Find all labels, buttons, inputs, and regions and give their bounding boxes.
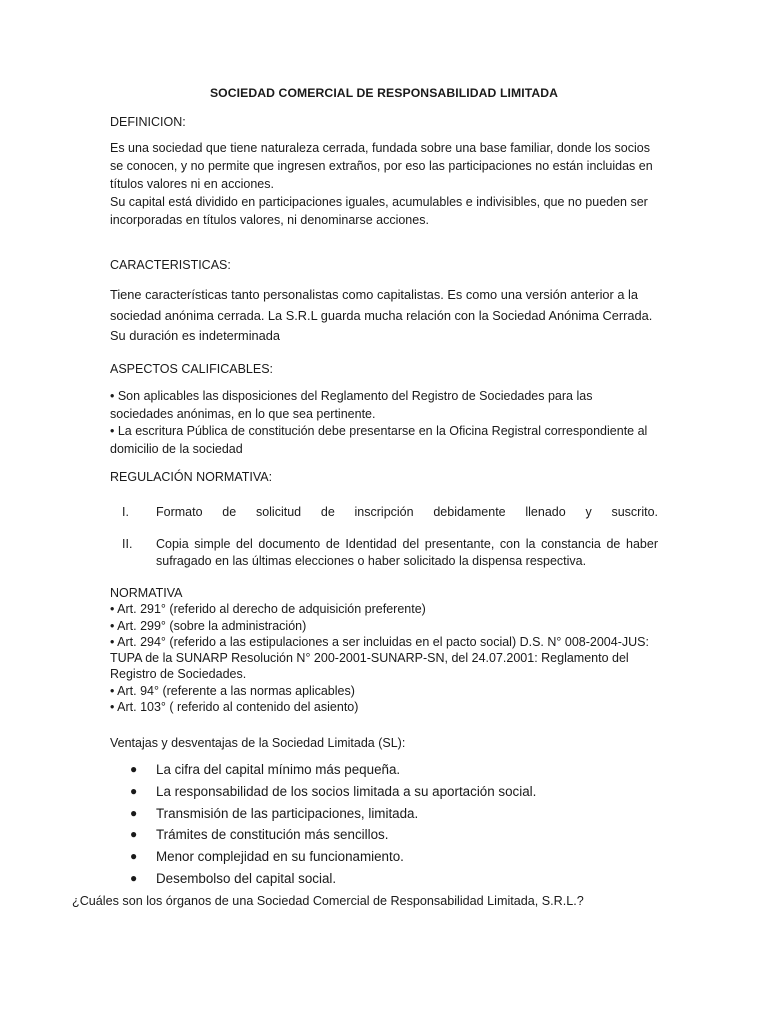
bullet-icon: ●	[130, 783, 138, 798]
normativa-heading: NORMATIVA	[110, 586, 183, 600]
list-item	[110, 824, 658, 846]
aspectos-item-1: • Son aplicables las disposiciones del Reglamento del Registro de Sociedades para las sociedades anónimas, en lo que sea pertinente.	[110, 389, 593, 421]
bullet-icon: ●	[130, 870, 138, 885]
list-item-text: La responsabilidad de los socios limitada a su aportación social.	[156, 783, 537, 799]
normativa-line-2: • Art. 299° (sobre la administración)	[110, 618, 307, 633]
regulacion-item-2-text: Copia simple del documento de Identidad del presentante, con la constancia de haber sufragado en las últimas elecciones o haber solicitado la dispensa respectiva.	[156, 537, 658, 568]
organos-question: ¿Cuáles son los órganos de una Sociedad Comercial de Responsabilidad Limitada, S.R.L.?	[72, 894, 584, 908]
definicion-paragraph-1: Es una sociedad que tiene naturaleza cerrada, fundada sobre una base familiar, donde los socios se conocen, y no permite que ingresen extraños, por eso las participaciones no están incluidas en títulos valores ni en acciones.	[110, 141, 653, 191]
bullet-icon: ●	[130, 762, 138, 776]
regulacion-item-1-number: I.	[122, 505, 129, 519]
bullet-icon: ●	[130, 827, 138, 842]
caracteristicas-text: Tiene características tanto personalistas como capitalistas. Es como una versión anterior a la sociedad anónima cerrada. La S.R.L guarda mucha relación con la Sociedad Anónima Cerrada. Su duración es indeterminada	[110, 287, 653, 343]
regulacion-heading: REGULACIÓN NORMATIVA:	[110, 470, 273, 484]
normativa-line-4: • Art. 94° (referente a las normas aplicables)	[110, 683, 355, 698]
list-item-text: Menor complejidad en su funcionamiento.	[156, 849, 404, 865]
list-item-text: Trámites de constitución más sencillos.	[156, 827, 389, 843]
regulacion-item-1-text: Formato de solicitud de inscripción debidamente llenado y suscrito.	[156, 505, 658, 519]
bullet-icon: ●	[130, 849, 138, 864]
list-item	[110, 759, 658, 781]
normativa-line-3: • Art. 294° (referido a las estipulaciones a ser incluidas en el pacto social) D.S. N° 008-2004-JUS: TUPA de la SUNARP Resolución N° 200-2001-SUNARP-SN, del 24.07.2001: Reglamento del Registro de Sociedades.	[110, 634, 649, 682]
ventajas-intro: Ventajas y desventajas de la Sociedad Limitada (SL):	[110, 736, 406, 750]
caracteristicas-heading: CARACTERISTICAS:	[110, 258, 231, 272]
normativa-section	[110, 585, 658, 715]
list-item	[110, 846, 658, 868]
definicion-heading: DEFINICION:	[110, 115, 186, 129]
document-title: SOCIEDAD COMERCIAL DE RESPONSABILIDAD LIMITADA	[209, 86, 559, 100]
list-item-text: Desembolso del capital social.	[156, 870, 337, 886]
aspectos-item-2: • La escritura Pública de constitución debe presentarse en la Oficina Registral correspondiente al domicilio de la sociedad	[110, 424, 648, 456]
list-item-text: Transmisión de las participaciones, limitada.	[156, 805, 419, 821]
aspectos-heading: ASPECTOS CALIFICABLES:	[110, 362, 274, 376]
aspectos-list	[110, 388, 658, 458]
list-item	[110, 803, 658, 825]
normativa-line-1: • Art. 291° (referido al derecho de adquisición preferente)	[110, 602, 426, 617]
definicion-paragraph-2: Su capital está dividido en participaciones iguales, acumulables e indivisibles, que no pueden ser incorporadas en títulos valores, ni denominarse acciones.	[110, 195, 648, 227]
ventajas-list	[110, 759, 658, 890]
list-item	[110, 781, 658, 803]
definicion-text	[110, 139, 658, 229]
list-item	[110, 868, 658, 890]
regulacion-item-2-number: II.	[122, 537, 133, 551]
list-item-text: La cifra del capital mínimo más pequeña.	[156, 762, 401, 777]
normativa-line-5: • Art. 103° ( referido al contenido del asiento)	[110, 700, 359, 715]
bullet-icon: ●	[130, 805, 138, 820]
